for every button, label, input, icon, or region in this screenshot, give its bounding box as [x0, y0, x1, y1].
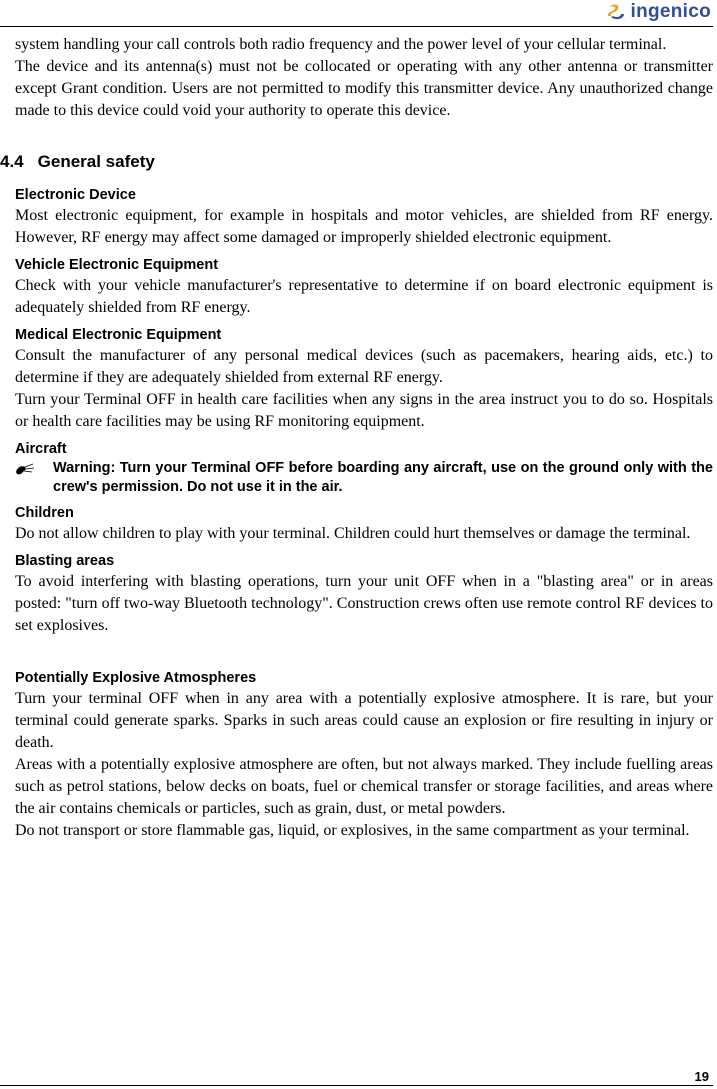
blasting-heading: Blasting areas: [15, 553, 115, 569]
page-content: [0, 34, 713, 842]
explosive-heading: Potentially Explosive Atmospheres: [15, 670, 257, 686]
medical-paragraph-2: Turn your Terminal OFF in health care facilities when any signs in the area instruct you to do so. Hospitals or health care facilities may be using RF monitoring equipment.: [15, 391, 713, 430]
medical-paragraph-1: Consult the manufacturer of any personal medical devices (such as pacemakers, hearing aids, etc.) to determine if they are adequately shielded from external RF energy.: [15, 347, 713, 386]
electronic-device-heading: Electronic Device: [15, 187, 136, 203]
section-title: General safety: [37, 152, 155, 171]
header-divider: [0, 26, 713, 27]
explosive-paragraph-1: Turn your terminal OFF when in any area with a potentially explosive atmosphere. It is rare, but your terminal could generate sparks. Sparks in such areas could cause an explosion or fire resulting in injury or death.: [15, 690, 713, 751]
vehicle-heading: Vehicle Electronic Equipment: [15, 257, 219, 273]
medical-heading: Medical Electronic Equipment: [15, 327, 222, 343]
hand-pointer-icon: [15, 459, 53, 479]
children-heading: Children: [15, 505, 74, 521]
children-paragraph: Do not allow children to play with your terminal. Children could hurt themselves or damage the terminal.: [15, 525, 691, 542]
aircraft-heading: Aircraft: [15, 441, 67, 457]
footer-divider: [0, 1085, 713, 1086]
page-number: 19: [694, 1069, 709, 1084]
explosive-paragraph-2: Areas with a potentially explosive atmosphere are often, but not always marked. They include fuelling areas such as petrol stations, below decks on boats, fuel or chemical transfer or storage facilities, and areas where the air contains chemicals or particles, such as grain, dust, or metal powders.: [15, 756, 713, 817]
intro-paragraph-1: system handling your call controls both radio frequency and the power level of your cellular terminal.: [15, 36, 667, 53]
section-number: 4.4: [0, 152, 24, 171]
blasting-paragraph: To avoid interfering with blasting operations, turn your unit OFF when in a "blasting area" or in areas posted: "turn off two-way Bluetooth technology". Construction crews often use remote control RF devices to set explosives.: [15, 573, 713, 634]
explosive-paragraph-3: Do not transport or store flammable gas, liquid, or explosives, in the same compartment as your terminal.: [15, 822, 690, 839]
section-heading: [0, 152, 698, 172]
aircraft-warning-text: Warning: Turn your Terminal OFF before boarding any aircraft, use on the ground only with the crew's permission. Do not use it in the air.: [53, 460, 713, 495]
electronic-device-paragraph: Most electronic equipment, for example in hospitals and motor vehicles, are shielded from RF energy. However, RF energy may affect some damaged or improperly shielded electronic equipment.: [15, 207, 713, 246]
ingenico-logo-icon: [606, 3, 626, 21]
logo-text: ingenico: [630, 1, 711, 22]
intro-paragraph-2: The device and its antenna(s) must not be collocated or operating with any other antenna or transmitter except Grant condition. Users are not permitted to modify this transmitter device. Any unauthorized change made to this device could void your authority to operate this device.: [15, 58, 713, 119]
aircraft-warning: [15, 459, 713, 497]
vehicle-paragraph: Check with your vehicle manufacturer's representative to determine if on board electronic equipment is adequately shielded from RF energy.: [15, 277, 713, 316]
brand-logo: [606, 0, 711, 24]
